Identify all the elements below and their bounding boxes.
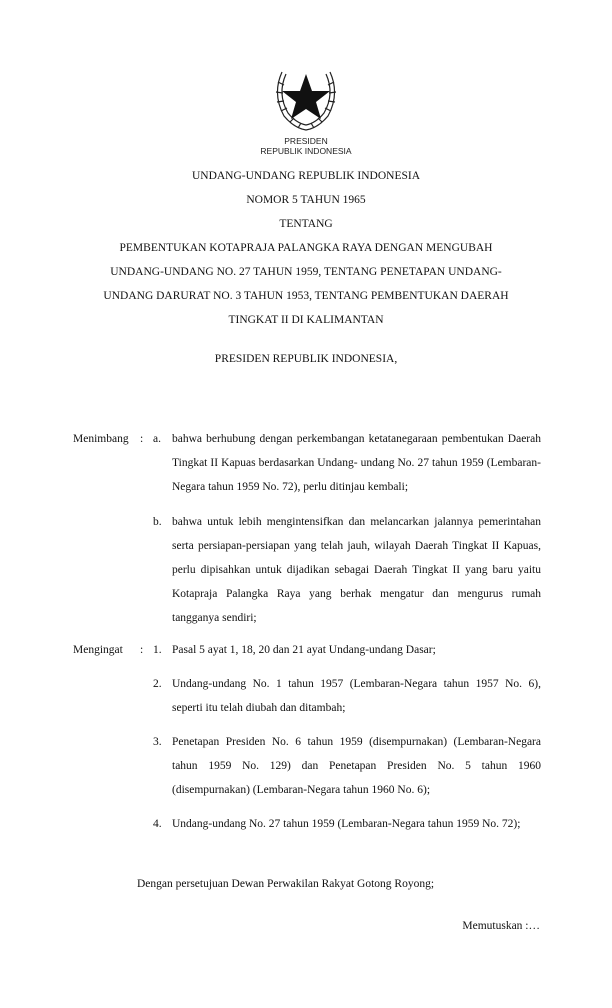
title-line: UNDANG DARURAT NO. 3 TAHUN 1953, TENTANG PEMBENTUKAN DAERAH <box>103 290 509 302</box>
president-heading: PRESIDEN REPUBLIK INDONESIA, <box>214 353 398 365</box>
menimbang-item-a <box>153 427 541 499</box>
item-text: Undang-undang No. 27 tahun 1959 (Lembaran-Negara tahun 1959 No. 72); <box>172 818 521 830</box>
title-line: UNDANG-UNDANG NO. 27 TAHUN 1959, TENTANG PENETAPAN UNDANG- <box>110 266 502 278</box>
item-number: 1. <box>153 644 162 656</box>
item-number: 4. <box>153 818 162 830</box>
item-text: bahwa untuk lebih mengintensifkan dan melancarkan jalannya pemerintahan serta persiapan-persiapan yang telah jauh, wilayah Daerah Tingkat II Kapuas, perlu dipisahkan untuk dijadikan sebagai Daerah Tingkat II yang baru yaitu Kotapraja Palangka Raya yang berhak mengatur dan mengurus rumah tangganya sendiri; <box>172 516 541 624</box>
mengingat-item-4 <box>153 812 541 836</box>
garuda-star-emblem-icon <box>268 60 344 132</box>
document-title <box>60 164 552 332</box>
title-line: TINGKAT II DI KALIMANTAN <box>228 314 384 326</box>
title-line: UNDANG-UNDANG REPUBLIK INDONESIA <box>191 170 421 182</box>
item-text: Penetapan Presiden No. 6 tahun 1959 (disempurnakan) (Lembaran-Negara tahun 1959 No. 129) dan Penetapan Presiden No. 5 tahun 1960 (disempurnakan) (Lembaran-Negara tahun 1960 No. 6); <box>172 736 541 796</box>
mengingat-item-2 <box>153 672 541 720</box>
emblem-caption-republik: REPUBLIK INDONESIA <box>260 146 352 156</box>
item-text: bahwa berhubung dengan perkembangan ketatanegaraan pembentukan Daerah Tingkat II Kapuas berdasarkan Undang- undang No. 27 tahun 1959 (Lembaran-Negara tahun 1959 No. 72), perlu ditinjau kembali; <box>172 433 541 493</box>
title-line: PEMBENTUKAN KOTAPRAJA PALANGKA RAYA DENGAN MENGUBAH <box>119 242 493 254</box>
mengingat-colon: : <box>140 644 144 656</box>
continuation-marker: Memutuskan :… <box>462 920 540 932</box>
item-text: Undang-undang No. 1 tahun 1957 (Lembaran-Negara tahun 1957 No. 6), seperti itu telah diubah dan ditambah; <box>172 678 541 714</box>
item-text: Pasal 5 ayat 1, 18, 20 dan 21 ayat Undang-undang Dasar; <box>172 644 436 656</box>
item-number: a. <box>153 433 161 445</box>
item-number: b. <box>153 516 162 528</box>
emblem-caption-presiden: PRESIDEN <box>284 136 328 146</box>
menimbang-colon: : <box>140 433 144 445</box>
item-number: 3. <box>153 736 162 748</box>
mengingat-item-3 <box>153 730 541 802</box>
menimbang-label: Menimbang <box>73 433 129 445</box>
item-number: 2. <box>153 678 162 690</box>
approval-statement: Dengan persetujuan Dewan Perwakilan Rakyat Gotong Royong; <box>137 878 435 890</box>
title-line: TENTANG <box>279 218 333 230</box>
title-line: NOMOR 5 TAHUN 1965 <box>246 194 366 206</box>
mengingat-item-1 <box>153 638 541 662</box>
menimbang-item-b <box>153 510 541 630</box>
mengingat-label: Mengingat <box>73 644 123 656</box>
